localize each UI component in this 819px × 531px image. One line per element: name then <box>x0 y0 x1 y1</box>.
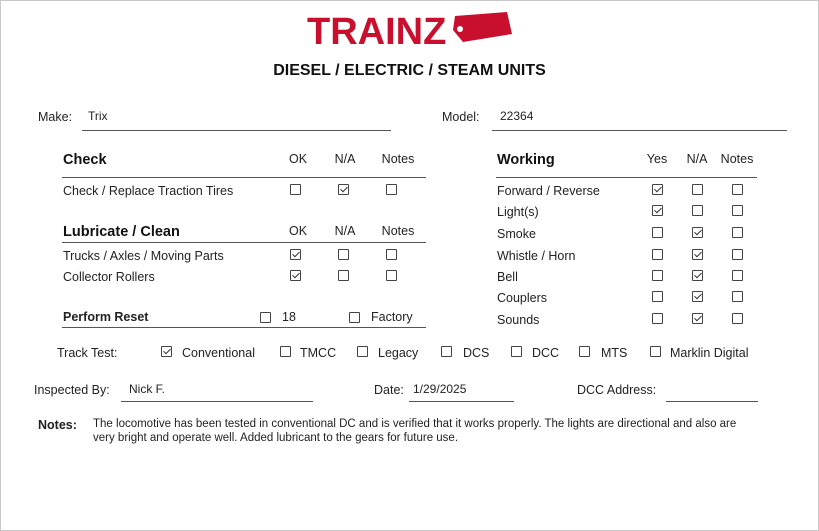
check-row-label: Check / Replace Traction Tires <box>63 184 234 198</box>
lubricate-row-na-checkbox[interactable] <box>338 270 349 281</box>
track-conventional-checkbox[interactable] <box>161 346 172 357</box>
working-row-notes-checkbox[interactable] <box>732 291 743 302</box>
lubricate-row-notes-checkbox[interactable] <box>386 249 397 260</box>
working-row-notes-checkbox[interactable] <box>732 249 743 260</box>
check-heading: Check <box>63 152 107 168</box>
reset-18-checkbox[interactable] <box>260 312 271 323</box>
notes-line-1[interactable]: The locomotive has been tested in conventional DC and is verified that it works properly. The lights are directional and also are <box>93 418 737 430</box>
working-row-notes-checkbox[interactable] <box>732 184 743 195</box>
track-dcs-label: DCS <box>463 346 490 360</box>
working-row-label: Whistle / Horn <box>497 249 576 263</box>
working-row-yes-checkbox[interactable] <box>652 291 663 302</box>
reset-18-label: 18 <box>282 310 296 324</box>
lubricate-row-ok-checkbox[interactable] <box>290 270 301 281</box>
form-title: DIESEL / ELECTRIC / STEAM UNITS <box>273 62 546 79</box>
track-mts-checkbox[interactable] <box>579 346 590 357</box>
check-col-notes: Notes <box>381 152 415 166</box>
lubricate-row-ok-checkbox[interactable] <box>290 249 301 260</box>
working-divider <box>496 177 757 178</box>
reset-divider <box>62 327 426 328</box>
working-row-yes-checkbox[interactable] <box>652 227 663 238</box>
working-col-notes: Notes <box>720 152 754 166</box>
check-row-na-checkbox[interactable] <box>338 184 349 195</box>
lubricate-row-label: Trucks / Axles / Moving Parts <box>63 249 224 263</box>
lubricate-heading: Lubricate / Clean <box>63 224 180 240</box>
track-tmcc-label: TMCC <box>300 346 337 360</box>
working-row-notes-checkbox[interactable] <box>732 227 743 238</box>
track-marklin-checkbox[interactable] <box>650 346 661 357</box>
track-mts-label: MTS <box>601 346 628 360</box>
track-test-label: Track Test: <box>57 346 118 360</box>
working-row-yes-checkbox[interactable] <box>652 184 663 195</box>
working-row-label: Light(s) <box>497 205 539 219</box>
lubricate-row-na-checkbox[interactable] <box>338 249 349 260</box>
track-legacy-label: Legacy <box>378 346 419 360</box>
track-conventional-label: Conventional <box>182 346 255 360</box>
reset-factory-checkbox[interactable] <box>349 312 360 323</box>
working-row-notes-checkbox[interactable] <box>732 313 743 324</box>
working-row-na-checkbox[interactable] <box>692 249 703 260</box>
check-col-na: N/A <box>334 152 356 166</box>
lubricate-divider <box>62 242 426 243</box>
perform-reset-label: Perform Reset <box>63 310 149 324</box>
track-marklin-label: Marklin Digital <box>670 346 749 360</box>
working-heading: Working <box>497 152 555 168</box>
working-row-na-checkbox[interactable] <box>692 270 703 281</box>
date-label: Date: <box>374 383 404 397</box>
check-row-notes-checkbox[interactable] <box>386 184 397 195</box>
check-row-ok-checkbox[interactable] <box>290 184 301 195</box>
working-row-notes-checkbox[interactable] <box>732 205 743 216</box>
working-row-label: Sounds <box>497 313 540 327</box>
date-value[interactable]: 1/29/2025 <box>413 382 467 396</box>
logo-text: TRAINZ <box>307 11 447 50</box>
date-underline <box>409 401 514 402</box>
make-underline <box>82 130 391 131</box>
dcc-address-underline <box>666 401 758 402</box>
check-divider <box>62 177 426 178</box>
working-col-yes: Yes <box>646 152 668 166</box>
lubricate-row-label: Collector Rollers <box>63 270 155 284</box>
dcc-address-label: DCC Address: <box>577 383 657 397</box>
check-col-ok: OK <box>288 152 308 166</box>
model-value[interactable]: 22364 <box>500 109 534 123</box>
working-row-yes-checkbox[interactable] <box>652 205 663 216</box>
lubricate-col-na: N/A <box>334 224 356 238</box>
working-row-label: Smoke <box>497 227 536 241</box>
working-row-na-checkbox[interactable] <box>692 291 703 302</box>
lubricate-row-notes-checkbox[interactable] <box>386 270 397 281</box>
working-row-na-checkbox[interactable] <box>692 205 703 216</box>
track-dcc-checkbox[interactable] <box>511 346 522 357</box>
working-row-na-checkbox[interactable] <box>692 184 703 195</box>
track-dcs-checkbox[interactable] <box>441 346 452 357</box>
track-dcc-label: DCC <box>532 346 560 360</box>
working-row-notes-checkbox[interactable] <box>732 270 743 281</box>
notes-label: Notes: <box>38 418 77 432</box>
lubricate-col-ok: OK <box>288 224 308 238</box>
make-label: Make: <box>38 110 73 124</box>
lubricate-col-notes: Notes <box>381 224 415 238</box>
working-row-na-checkbox[interactable] <box>692 313 703 324</box>
working-row-yes-checkbox[interactable] <box>652 313 663 324</box>
model-underline <box>492 130 787 131</box>
trainz-logo <box>307 10 517 50</box>
track-tmcc-checkbox[interactable] <box>280 346 291 357</box>
track-legacy-checkbox[interactable] <box>357 346 368 357</box>
working-col-na: N/A <box>686 152 708 166</box>
notes-line-2[interactable]: very bright and operate well. Added lubricant to the gears for future use. <box>93 432 459 444</box>
working-row-label: Couplers <box>497 291 548 305</box>
working-row-label: Bell <box>497 270 518 284</box>
inspected-by-value[interactable]: Nick F. <box>129 382 165 396</box>
working-row-label: Forward / Reverse <box>497 184 600 198</box>
model-label: Model: <box>442 110 480 124</box>
inspected-by-label: Inspected By: <box>34 383 110 397</box>
working-row-yes-checkbox[interactable] <box>652 270 663 281</box>
working-row-na-checkbox[interactable] <box>692 227 703 238</box>
inspected-by-underline <box>121 401 313 402</box>
make-value[interactable]: Trix <box>88 109 108 123</box>
working-row-yes-checkbox[interactable] <box>652 249 663 260</box>
reset-factory-label: Factory <box>371 310 413 324</box>
